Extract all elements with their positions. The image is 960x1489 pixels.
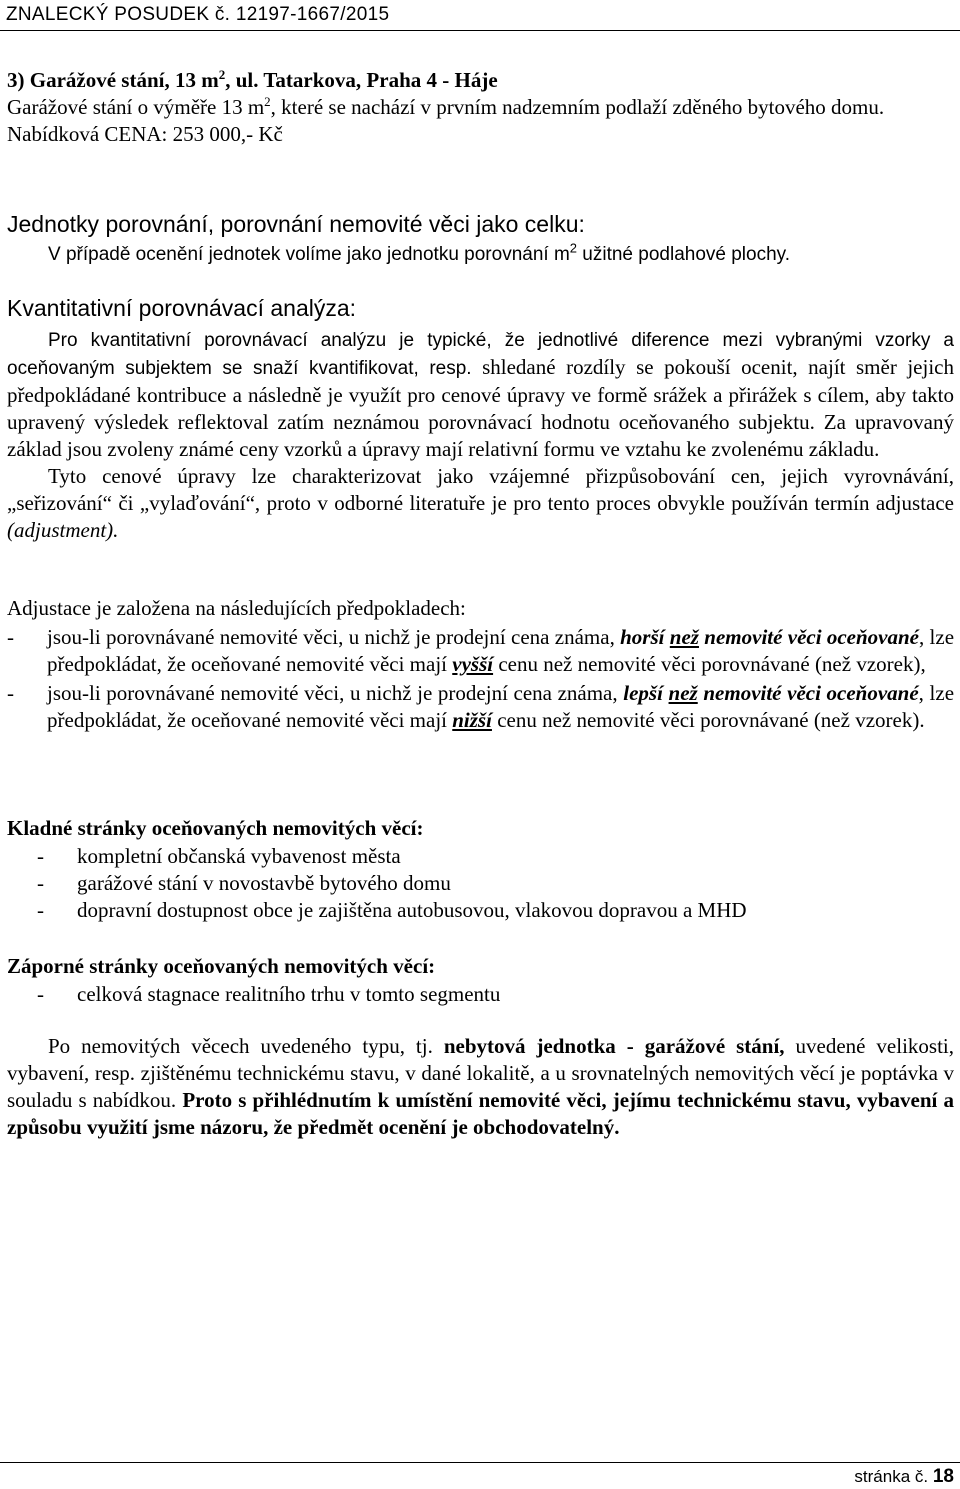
units-section	[7, 209, 954, 268]
negatives-section	[7, 953, 954, 1008]
document-header-title: ZNALECKÝ POSUDEK č. 12197-1667/2015	[6, 4, 390, 25]
page-number: 18	[932, 1466, 954, 1487]
item-description: Garážové stání o výměře 13 $m^2$, které se nachází v prvním nadzemním podlaží zděného bytového domu.	[7, 94, 885, 119]
adjust-section	[7, 595, 954, 734]
page-footer: stránka č. 18	[854, 1466, 954, 1487]
conclusion-paragraph: Po nemovitých věcech uvedeného typu, tj. nebytová jednotka - garážové stání, uvedené velikosti, vybavení, resp. zjištěnému technickému stavu, v dané lokalitě, a u srovnatelných nemovitých věcí je poptávka v souladu s nabídkou. Proto s přihlédnutím k umístění nemovité věci, jejímu technickému stavu, vybavení a způsobu využití jsme názoru, že předmět ocenění je obchodovatelný.	[7, 1034, 955, 1139]
list-item: - garážové stání v novostavbě bytového domu	[37, 871, 451, 895]
adjust-item-1: - jsou-li porovnávané nemovité věci, u nichž je prodejní cena známa, horší než nemovité věci oceňované, lze předpokládat, že oceňované nemovité věci mají vyšší cenu než nemovité věci porovnávané (než vzorek),	[7, 625, 955, 676]
negatives-heading: Záporné stránky oceňovaných nemovitých věcí:	[7, 954, 436, 978]
positives-heading: Kladné stránky oceňovaných nemovitých věcí:	[7, 816, 424, 840]
item-section	[7, 67, 954, 148]
units-text: V případě ocenění jednotek volíme jako jednotku porovnání $m^2$ užitné podlahové plochy.	[48, 240, 791, 265]
item-price: Nabídková CENA: 253 000,- Kč	[7, 122, 283, 146]
quant-section	[7, 293, 954, 544]
quant-paragraph-2: Tyto cenové úpravy lze charakterizovat jako vzájemné přizpůsobování cen, jejich vyrovnávání, „seřizování“ či „vylaďování“, proto v odborné literatuře je pro tento proces obvykle používán termín adjustace (adjustment).	[7, 464, 954, 542]
adjust-item-2: - jsou-li porovnávané nemovité věci, u nichž je prodejní cena známa, lepší než nemovité věci oceňované, lze předpokládat, že oceňované nemovité věci mají nižší cenu než nemovité věci porovnávané (než vzorek).	[7, 681, 955, 732]
dash-marker: -	[7, 681, 14, 705]
footer-rule	[0, 1462, 960, 1463]
quant-heading: Kvantitativní porovnávací analýza:	[7, 295, 357, 321]
list-item: - celková stagnace realitního trhu v tomto segmentu	[37, 982, 501, 1006]
units-heading: Jednotky porovnání, porovnání nemovité věci jako celku:	[7, 211, 585, 237]
list-item: - dopravní dostupnost obce je zajištěna autobusovou, vlakovou dopravou a MHD	[37, 898, 747, 922]
quant-paragraph-1: Pro kvantitativní porovnávací analýzu je typické, že jednotlivé diference mezi vybranými vzorky a oceňovaným subjektem se snaží kvantifikovat, resp. shledané rozdíly se pokouší ocenit, najít směr jejich předpokládané kontribuce a následně je využít pro cenové úpravy ve formě srážek a přirážek s cílem, aby takto upravený výsledek reflektoval zatím neznámou porovnávací hodnotu oceňovaného subjektu. Za upravovaný základ jsou zvoleny známé ceny vzorků a úpravy mají relativní formu ve vztahu ke zvolenému základu.	[7, 330, 954, 461]
list-item: - kompletní občanská vybavenost města	[37, 844, 401, 868]
item-heading: 3) Garážové stání, 13 $m^2$, ul. Tatarkova, Praha 4 - Háje	[7, 67, 498, 92]
header-rule	[0, 30, 960, 31]
adjust-intro: Adjustace je založena na následujících předpokladech:	[7, 596, 466, 620]
dash-marker: -	[7, 625, 14, 649]
positives-section	[7, 815, 954, 924]
